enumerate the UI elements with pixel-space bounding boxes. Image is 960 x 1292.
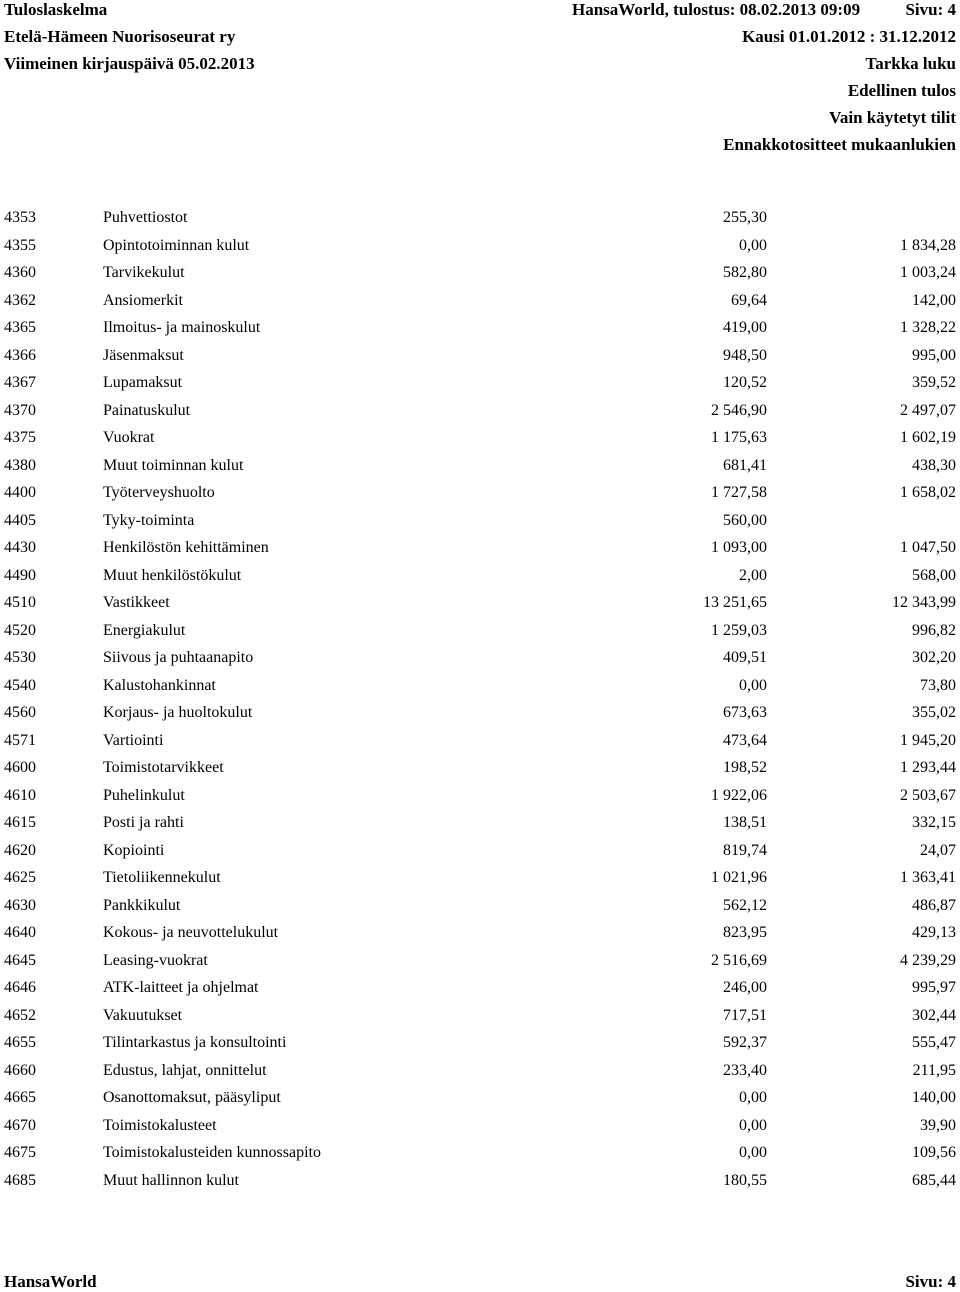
current-period-amount: 0,00 [739,676,767,694]
current-period-amount: 246,00 [723,979,767,996]
account-code: 4510 [4,594,36,611]
account-name: Leasing-vuokrat [103,951,208,969]
account-name: Opintotoiminnan kulut [103,236,250,254]
account-name: Pankkikulut [103,896,181,914]
account-name: Vartiointi [103,731,164,749]
table-row [0,1139,960,1167]
current-period-amount: 2 546,90 [711,401,767,419]
account-code: 4530 [4,649,36,666]
previous-period-amount: 429,13 [912,924,956,941]
account-code: 4620 [4,841,36,859]
account-name: Puhelinkulut [103,786,185,804]
account-code: 4655 [4,1034,36,1051]
previous-period-amount: 39,90 [920,1116,956,1134]
account-code: 4610 [4,786,36,804]
current-period-amount: 582,80 [723,264,767,281]
account-code: 4660 [4,1061,36,1079]
account-code: 4665 [4,1089,36,1106]
current-period-amount: 1 175,63 [711,429,767,446]
account-code: 4560 [4,704,36,721]
account-code: 4615 [4,814,36,831]
account-name: Kokous- ja neuvottelukulut [103,924,279,941]
previous-period-amount: 302,44 [912,1006,956,1024]
current-period-amount: 819,74 [723,841,767,859]
account-name: Posti ja rahti [103,814,184,831]
table-row [0,782,960,810]
current-period-amount: 13 251,65 [703,594,767,611]
table-row [0,1167,960,1195]
current-period-amount: 562,12 [723,896,767,914]
previous-period-amount: 2 503,67 [900,786,956,804]
current-period-amount: 1 922,06 [711,786,767,804]
previous-period-amount: 1 658,02 [900,484,956,501]
current-period-amount: 560,00 [723,511,767,529]
current-period-amount: 180,55 [723,1171,767,1189]
previous-period-amount: 685,44 [912,1171,956,1189]
account-code: 4367 [4,374,36,391]
account-name: Henkilöstön kehittäminen [103,539,269,556]
current-period-amount: 2,00 [739,566,767,584]
account-name: Toimistokalusteet [103,1116,217,1134]
previous-period-amount: 1 047,50 [900,539,956,556]
previous-period-amount: 109,56 [912,1144,956,1161]
account-table [0,204,960,1194]
account-name: Vastikkeet [103,594,170,611]
current-period-amount: 823,95 [723,924,767,941]
account-name: Osanottomaksut, pääsyliput [103,1089,281,1106]
account-name: Toimistokalusteiden kunnossapito [103,1144,321,1161]
option-include-prepayments: Ennakkotositteet mukaanlukien [723,135,956,154]
table-row [0,534,960,562]
table-row [0,1112,960,1140]
footer-page-number: Sivu: 4 [905,1272,956,1291]
previous-period-amount: 140,00 [912,1089,956,1106]
current-period-amount: 717,51 [723,1006,767,1024]
account-name: Tarvikekulut [103,264,185,281]
current-period-amount: 473,64 [723,731,767,749]
current-period-amount: 1 093,00 [711,539,767,556]
account-name: Siivous ja puhtaanapito [103,649,254,666]
table-row [0,672,960,700]
current-period-amount: 255,30 [723,209,767,226]
account-name: Muut hallinnon kulut [103,1171,239,1189]
organization-name: Etelä-Hämeen Nuorisoseurat ry [4,27,236,46]
account-name: Kalustohankinnat [103,676,216,694]
previous-period-amount: 142,00 [912,291,956,309]
account-code: 4652 [4,1006,36,1024]
table-row [0,232,960,260]
account-code: 4520 [4,621,36,639]
previous-period-amount: 568,00 [912,566,956,584]
table-row [0,1002,960,1030]
account-name: Muut henkilöstökulut [103,566,242,584]
table-row [0,837,960,865]
table-row [0,479,960,507]
current-period-amount: 233,40 [723,1061,767,1079]
table-row [0,919,960,947]
table-row [0,589,960,617]
table-row [0,562,960,590]
table-row [0,397,960,425]
table-row [0,809,960,837]
previous-period-amount: 1 003,24 [900,264,956,281]
account-code: 4600 [4,759,36,776]
previous-period-amount: 4 239,29 [900,951,956,969]
account-name: Muut toiminnan kulut [103,456,244,474]
report-period: Kausi 01.01.2012 : 31.12.2012 [742,27,956,46]
current-period-amount: 1 021,96 [711,869,767,886]
option-used-accounts-only: Vain käytetyt tilit [829,108,956,127]
account-name: Energiakulut [103,621,186,639]
account-name: ATK-laitteet ja ohjelmat [103,979,259,996]
previous-period-amount: 211,95 [912,1061,956,1079]
account-name: Korjaus- ja huoltokulut [103,704,253,721]
table-row [0,754,960,782]
previous-period-amount: 486,87 [912,896,956,914]
current-period-amount: 0,00 [739,1116,767,1134]
previous-period-amount: 1 945,20 [900,731,956,749]
current-period-amount: 138,51 [723,814,767,831]
last-entry-date: Viimeinen kirjauspäivä 05.02.2013 [4,54,255,73]
account-name: Tyky-toiminta [103,511,195,529]
current-period-amount: 592,37 [723,1034,767,1051]
previous-period-amount: 24,07 [920,841,956,859]
table-row [0,727,960,755]
previous-period-amount: 1 363,41 [900,869,956,886]
current-period-amount: 673,63 [723,704,767,721]
previous-period-amount: 555,47 [912,1034,956,1051]
account-code: 4430 [4,539,36,556]
footer-brand: HansaWorld [4,1272,97,1291]
account-code: 4405 [4,511,36,529]
table-row [0,892,960,920]
table-row [0,864,960,892]
account-name: Kopiointi [103,841,165,859]
previous-period-amount: 995,97 [912,979,956,996]
account-code: 4360 [4,264,36,281]
account-name: Toimistotarvikkeet [103,759,224,776]
previous-period-amount: 332,15 [912,814,956,831]
table-row [0,287,960,315]
current-period-amount: 419,00 [723,319,767,336]
table-row [0,644,960,672]
table-row [0,947,960,975]
option-exact-figure: Tarkka luku [865,54,956,73]
previous-period-amount: 2 497,07 [900,401,956,419]
account-code: 4365 [4,319,36,336]
table-row [0,617,960,645]
previous-period-amount: 12 343,99 [892,594,956,611]
current-period-amount: 409,51 [723,649,767,666]
previous-period-amount: 359,52 [912,374,956,391]
account-name: Puhvettiostot [103,209,188,226]
current-period-amount: 0,00 [739,1089,767,1106]
account-code: 4400 [4,484,36,501]
current-period-amount: 0,00 [739,236,767,254]
current-period-amount: 2 516,69 [711,951,767,969]
previous-period-amount: 996,82 [912,621,956,639]
current-period-amount: 1 727,58 [711,484,767,501]
table-row [0,369,960,397]
current-period-amount: 69,64 [731,291,767,309]
account-name: Lupamaksut [103,374,183,391]
table-row [0,699,960,727]
table-row [0,507,960,535]
table-row [0,1057,960,1085]
account-name: Edustus, lahjat, onnittelut [103,1061,267,1079]
account-name: Tilintarkastus ja konsultointi [103,1034,287,1051]
account-name: Ilmoitus- ja mainoskulut [103,319,261,336]
previous-period-amount: 1 834,28 [900,236,956,254]
previous-period-amount: 1 602,19 [900,429,956,446]
account-code: 4540 [4,676,36,694]
table-row [0,204,960,232]
option-previous-result: Edellinen tulos [847,81,956,100]
report-title: Tuloslaskelma [4,0,108,19]
account-code: 4375 [4,429,36,446]
account-name: Työterveyshuolto [103,484,215,501]
print-info: HansaWorld, tulostus: 08.02.2013 09:09 [572,0,861,19]
table-row [0,259,960,287]
account-code: 4685 [4,1171,36,1189]
account-name: Painatuskulut [103,401,191,419]
account-name: Ansiomerkit [103,291,183,309]
account-code: 4380 [4,456,36,474]
account-code: 4625 [4,869,36,886]
previous-period-amount: 995,00 [912,346,956,364]
account-code: 4630 [4,896,36,914]
table-row [0,1084,960,1112]
previous-period-amount: 73,80 [920,676,956,694]
previous-period-amount: 1 293,44 [900,759,956,776]
account-code: 4490 [4,566,36,584]
current-period-amount: 0,00 [739,1144,767,1161]
account-code: 4645 [4,951,36,969]
table-row [0,314,960,342]
current-period-amount: 948,50 [723,346,767,364]
account-code: 4571 [4,731,36,749]
account-name: Vuokrat [103,429,155,446]
current-period-amount: 681,41 [723,456,767,474]
account-name: Tietoliikennekulut [103,869,221,886]
account-code: 4646 [4,979,36,996]
page-number: Sivu: 4 [905,0,956,19]
previous-period-amount: 355,02 [912,704,956,721]
account-code: 4675 [4,1144,36,1161]
account-name: Jäsenmaksut [103,346,184,364]
table-row [0,342,960,370]
account-name: Vakuutukset [103,1006,183,1024]
table-row [0,424,960,452]
account-code: 4362 [4,291,36,309]
account-code: 4370 [4,401,36,419]
current-period-amount: 1 259,03 [711,621,767,639]
table-row [0,974,960,1002]
account-code: 4355 [4,236,36,254]
current-period-amount: 198,52 [723,759,767,776]
account-code: 4366 [4,346,36,364]
previous-period-amount: 302,20 [912,649,956,666]
previous-period-amount: 438,30 [912,456,956,474]
account-code: 4353 [4,209,36,226]
current-period-amount: 120,52 [723,374,767,391]
table-row [0,1029,960,1057]
account-code: 4670 [4,1116,36,1134]
account-code: 4640 [4,924,36,941]
previous-period-amount: 1 328,22 [900,319,956,336]
table-row [0,452,960,480]
